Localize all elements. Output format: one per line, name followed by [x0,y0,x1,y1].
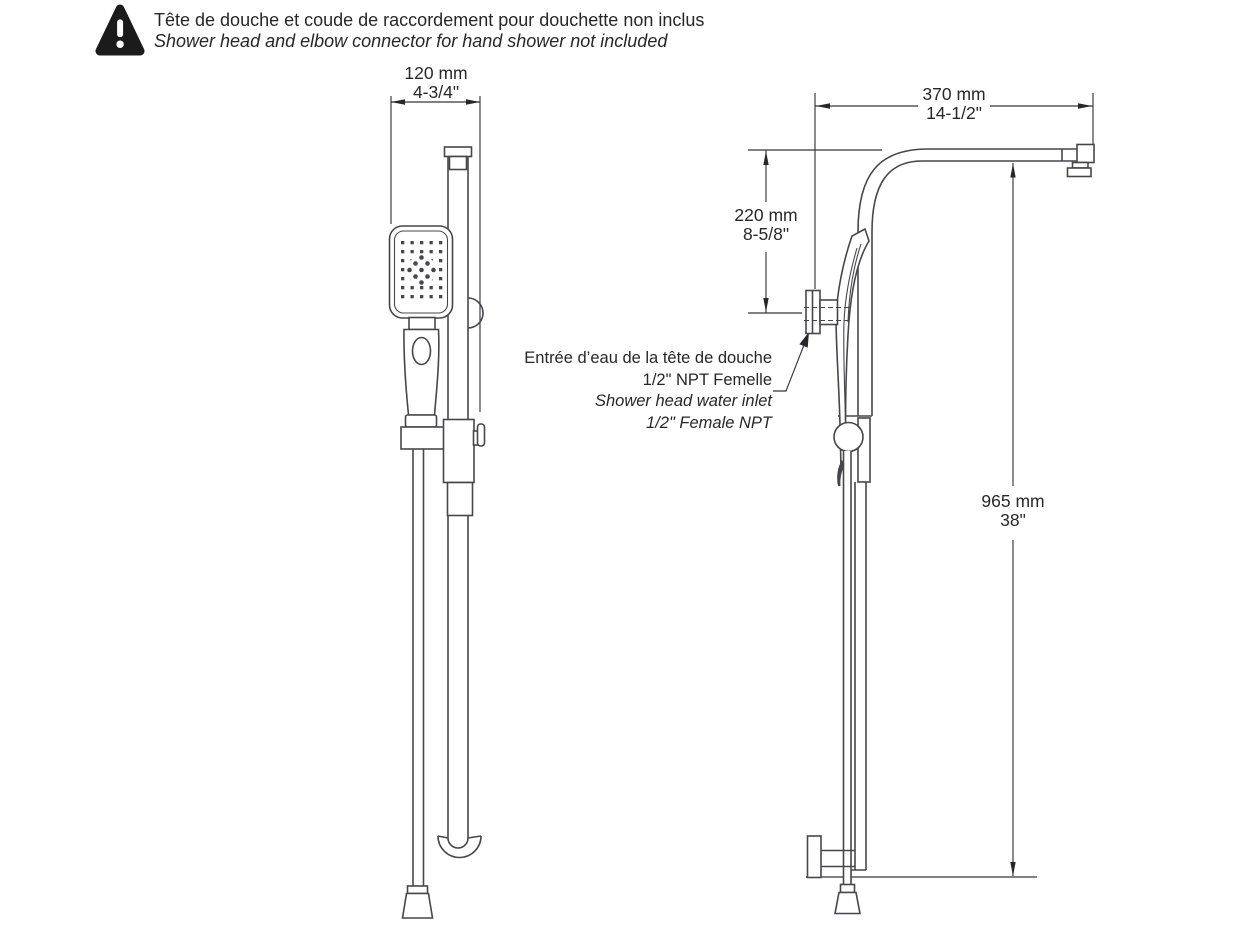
column-hose [844,451,852,886]
dim-370-inch: 14-1/2" [926,103,982,123]
riser-pipe [838,149,1077,416]
dim-965-mm: 965 mm [981,491,1045,511]
inlet-label-en-1: Shower head water inlet [594,392,772,410]
left-figure-drawing [390,96,485,918]
hose-end-fitting [403,894,433,919]
warning-text-fr: Tête de douche et coude de raccordement pour douchette non inclus [154,10,705,30]
inlet-label-fr-2: 1/2" NPT Femelle [642,370,772,389]
dim-965 [981,492,1044,530]
column-hose-end [835,885,860,914]
water-inlet-label [380,348,772,434]
dim-220-mm: 220 mm [734,205,798,225]
inlet-label-fr-1: Entrée d’eau de la tête de douche [524,349,772,367]
dim-220 [734,206,797,244]
dim-370 [922,85,985,123]
dim-220-inch: 8-5/8" [742,224,790,244]
inlet-label-en-2: 1/2" Female NPT [646,413,772,432]
dim-120-mm: 120 mm [404,63,468,83]
hand-shower-hose [403,449,433,918]
dim-370-mm: 370 mm [922,84,986,104]
dim-120-inch: 4-3/4" [412,82,460,102]
dim-965-inch: 38" [1000,510,1026,530]
diverter-ball [834,423,863,452]
lower-column [834,418,870,870]
hose-collar [408,886,428,894]
dim-120 [404,64,467,102]
warning-text-en: Shower head and elbow connector for hand shower not included [154,31,668,51]
